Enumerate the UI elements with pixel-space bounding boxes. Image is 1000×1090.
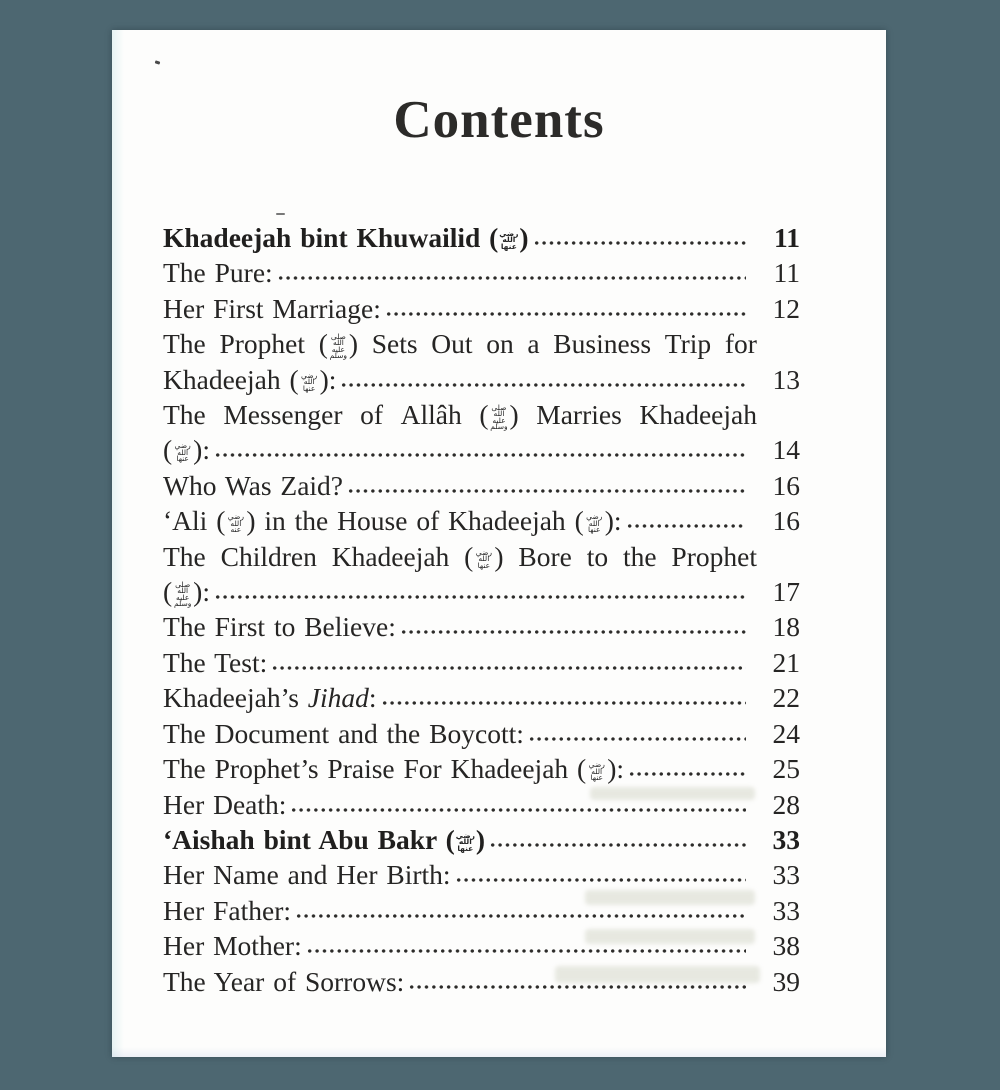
toc-token xyxy=(337,505,407,536)
toc-token xyxy=(215,611,265,642)
toc-entry-page-number: 38 xyxy=(772,930,800,962)
toc-token xyxy=(401,397,462,432)
toc-token xyxy=(274,611,295,642)
dot-leader xyxy=(271,663,746,672)
toc-entry xyxy=(163,751,800,786)
toc-token xyxy=(451,753,569,784)
toc-word: Her xyxy=(163,859,205,891)
sallallahu-alayhi-wa-sallam-honorific-icon: صلى الله عليه وسلم xyxy=(173,579,192,609)
toc-word: Her xyxy=(163,930,205,962)
toc-entry xyxy=(163,291,800,326)
toc-entry xyxy=(163,220,800,255)
toc-word: Was xyxy=(224,469,272,501)
toc-entry xyxy=(163,539,800,610)
toc-word: The xyxy=(163,611,206,643)
toc-word: Children xyxy=(220,540,317,572)
toc-word: Out xyxy=(431,328,473,360)
toc-word: ‘Aishah xyxy=(163,823,255,855)
dot-leader xyxy=(381,698,746,707)
toc-entry xyxy=(163,680,800,715)
toc-token: ( رضي الله عنها ): xyxy=(577,753,625,785)
toc-token xyxy=(264,505,285,536)
toc-entry-text xyxy=(163,255,273,290)
dot-leader xyxy=(214,450,746,459)
radiallahu-anha-honorific-icon: رضي الله عنها xyxy=(499,228,519,251)
toc-entry xyxy=(163,468,800,503)
toc-token xyxy=(553,326,651,361)
radiallahu-anha-honorific-icon: رضي الله عنها xyxy=(455,830,475,853)
toc-word: Her xyxy=(163,292,205,324)
dot-leader xyxy=(214,592,746,601)
toc-token xyxy=(163,718,206,749)
dot-leader xyxy=(347,486,746,495)
toc-entry-line-justified xyxy=(163,539,800,574)
dot-leader xyxy=(455,875,746,884)
toc-word: The xyxy=(163,540,206,572)
toc-word: Prophet xyxy=(219,328,306,360)
toc-token xyxy=(318,824,368,855)
toc-entry-page-number: 13 xyxy=(772,363,800,395)
toc-token xyxy=(264,824,311,855)
toc-entry xyxy=(163,397,800,468)
toc-token xyxy=(163,326,206,361)
toc-token xyxy=(431,326,472,361)
toc-token xyxy=(372,326,418,361)
toc-entry-line xyxy=(163,857,800,892)
toc-entry-line xyxy=(163,362,800,397)
toc-word: Khuwailid xyxy=(356,222,481,253)
toc-token xyxy=(214,966,265,997)
toc-token: ( رضي الله عنها ): xyxy=(289,363,337,395)
toc-word: First xyxy=(213,292,264,324)
toc-word: of xyxy=(273,965,297,997)
toc-token xyxy=(587,539,608,574)
toc-token: ( رضي الله عنها ): xyxy=(574,505,622,537)
page-title: Contents xyxy=(393,91,605,149)
toc-token xyxy=(213,293,263,324)
toc-word: Year xyxy=(213,965,265,997)
toc-entry xyxy=(163,964,800,999)
toc-word: Khadeejah xyxy=(639,399,757,431)
toc-entry-page-number: 12 xyxy=(772,292,800,324)
toc-word: Khadeejah xyxy=(163,222,292,253)
toc-word: Bakr xyxy=(377,823,437,855)
toc-word: Abu xyxy=(318,823,369,855)
toc-token xyxy=(536,397,622,432)
toc-entry-page-number: 16 xyxy=(772,505,800,537)
toc-token xyxy=(671,539,757,574)
toc-entry-line xyxy=(163,893,800,928)
toc-word: The xyxy=(163,965,206,997)
toc-word: Name xyxy=(213,859,279,891)
toc-entry-text xyxy=(163,432,210,467)
toc-entry-page-number: 11 xyxy=(773,257,800,289)
dot-leader xyxy=(340,380,746,389)
toc-word: on xyxy=(486,328,514,360)
toc-word: Her xyxy=(163,894,205,926)
radiallahu-anha-honorific-icon: رضي الله عنها xyxy=(586,512,603,535)
toc-word: House xyxy=(337,505,408,537)
toc-entry-line xyxy=(163,645,800,680)
toc-token xyxy=(305,966,404,997)
toc-entry-line xyxy=(163,220,800,255)
toc-token xyxy=(215,257,273,288)
toc-token: (رضي الله عنها) xyxy=(445,823,485,855)
toc-token xyxy=(327,753,394,784)
toc-token xyxy=(163,753,206,784)
toc-token xyxy=(360,397,383,432)
dot-leader xyxy=(277,273,746,282)
toc-entry-line xyxy=(163,609,800,644)
toc-token xyxy=(273,966,296,997)
toc-entry-text xyxy=(163,857,451,892)
toc-entry xyxy=(163,857,800,892)
toc-word-italic: Jihad xyxy=(307,682,369,714)
toc-token xyxy=(163,222,291,253)
toc-word: Pure: xyxy=(214,257,273,289)
toc-token xyxy=(336,859,377,890)
toc-token xyxy=(387,718,421,749)
toc-token xyxy=(623,539,657,574)
toc-entry xyxy=(163,645,800,680)
dot-leader xyxy=(306,946,746,955)
toc-word: Document xyxy=(214,717,330,749)
toc-entry-line xyxy=(163,255,800,290)
toc-entry-page-number: 33 xyxy=(772,859,800,891)
toc-token xyxy=(219,326,305,361)
toc-token: ( رضي الله عنه ) xyxy=(216,505,256,537)
toc-entry xyxy=(163,928,800,963)
toc-word: ‘Ali xyxy=(163,505,208,537)
toc-token: ( صلى الله عليه وسلم) xyxy=(479,399,519,432)
toc-entry-text xyxy=(163,362,336,397)
toc-word: the xyxy=(294,505,329,537)
toc-word: Khadeejah xyxy=(448,505,566,537)
toc-word: Business xyxy=(553,328,652,360)
toc-token xyxy=(163,966,206,997)
toc-token: ( صلى الله عليه وسلم): xyxy=(163,576,210,609)
toc-token xyxy=(527,326,539,361)
toc-word: Prophet xyxy=(671,540,757,572)
toc-entry-line xyxy=(163,964,800,999)
toc-word: Her xyxy=(163,788,205,820)
dot-leader xyxy=(408,982,746,991)
dot-leader xyxy=(533,238,746,247)
toc-entry-page-number: 28 xyxy=(772,788,800,820)
toc-entry xyxy=(163,893,800,928)
toc-word: and xyxy=(338,717,378,749)
toc-entry-text xyxy=(163,893,291,928)
toc-token xyxy=(163,470,216,501)
toc-word: Birth: xyxy=(386,859,451,891)
toc-entry-line xyxy=(163,468,800,503)
toc-token xyxy=(518,539,571,574)
toc-token xyxy=(288,859,328,890)
toc-entry-text xyxy=(163,645,267,680)
toc-token xyxy=(356,222,480,253)
toc-word: Believe: xyxy=(304,611,396,643)
toc-entry-page-number: 25 xyxy=(772,753,800,785)
toc-word: For xyxy=(403,753,442,785)
toc-word: in xyxy=(264,505,286,537)
dot-leader xyxy=(628,769,746,778)
toc-word: Who xyxy=(163,469,217,501)
toc-token xyxy=(163,895,204,926)
toc-token xyxy=(163,611,206,642)
toc-token xyxy=(215,753,319,784)
toc-word: Bore xyxy=(518,540,572,572)
toc-entry-page-number: 33 xyxy=(772,894,800,926)
toc-word: Khadeejah xyxy=(331,540,450,572)
toc-entry-line-justified xyxy=(163,397,800,432)
radiallahu-anha-honorific-icon: رضي الله عنها xyxy=(588,760,605,783)
toc-token xyxy=(225,470,272,501)
toc-entry-page-number: 21 xyxy=(772,646,800,678)
table-of-contents xyxy=(163,220,800,999)
toc-word: Praise xyxy=(327,753,395,785)
toc-entry-page-number: 33 xyxy=(772,823,800,855)
radiallahu-anha-honorific-icon: رضي الله عنها xyxy=(475,547,492,570)
toc-token xyxy=(725,326,757,361)
toc-word: Her xyxy=(336,859,378,891)
toc-word: of xyxy=(360,399,384,431)
toc-token xyxy=(163,647,206,678)
toc-word: Death: xyxy=(213,788,287,820)
toc-token xyxy=(300,222,347,253)
toc-word: for xyxy=(724,328,757,360)
toc-token: Jihad: xyxy=(307,682,377,714)
toc-entry xyxy=(163,787,800,822)
toc-word: Mother: xyxy=(213,930,302,962)
toc-token xyxy=(221,539,317,574)
toc-entry-text xyxy=(163,822,485,857)
toc-token: ( رضي الله عنها ) xyxy=(464,540,504,572)
toc-entry-line xyxy=(163,291,800,326)
toc-entry-page-number: 24 xyxy=(772,717,800,749)
dot-leader xyxy=(528,734,746,743)
dot-leader xyxy=(290,805,746,814)
toc-word: The xyxy=(163,399,206,431)
radiallahu-anhu-honorific-icon: رضي الله عنه xyxy=(227,512,244,535)
toc-word: The xyxy=(163,646,206,678)
toc-entry xyxy=(163,255,800,290)
toc-entry-text xyxy=(163,609,396,644)
toc-word: of xyxy=(416,505,440,537)
toc-word: bint xyxy=(300,222,348,253)
toc-token xyxy=(448,505,566,536)
book-page xyxy=(112,30,886,1057)
toc-word: Zaid? xyxy=(280,469,344,501)
toc-entry-page-number: 22 xyxy=(772,682,800,714)
toc-entry-text xyxy=(163,468,343,503)
toc-word: Khadeejah xyxy=(163,363,281,395)
toc-word: Prophet’s xyxy=(214,753,319,785)
toc-entry-text xyxy=(163,220,529,255)
toc-token xyxy=(215,718,330,749)
toc-entry-page-number: 39 xyxy=(772,965,800,997)
toc-token xyxy=(332,539,450,574)
toc-word: the xyxy=(622,540,657,572)
toc-entry-line xyxy=(163,787,800,822)
toc-token xyxy=(639,397,757,432)
toc-entry-line xyxy=(163,503,800,538)
toc-entry-line xyxy=(163,928,800,963)
toc-word: Father: xyxy=(213,894,292,926)
toc-entry-page-number: 16 xyxy=(772,469,800,501)
toc-entry-page-number: 18 xyxy=(772,611,800,643)
dot-leader xyxy=(295,911,746,920)
toc-token xyxy=(295,505,329,536)
dot-leader xyxy=(400,627,746,636)
toc-word: First xyxy=(214,611,266,643)
toc-entry-page-number: 14 xyxy=(772,434,800,466)
sallallahu-alayhi-wa-sallam-honorific-icon: صلى الله عليه وسلم xyxy=(490,402,508,432)
radiallahu-anha-honorific-icon: رضي الله عنها xyxy=(301,370,318,393)
toc-token xyxy=(304,611,396,642)
radiallahu-anha-honorific-icon: رضي الله عنها xyxy=(174,441,191,464)
scan-artifact xyxy=(155,60,161,64)
toc-entry-text xyxy=(163,751,624,786)
toc-token xyxy=(163,397,206,432)
sallallahu-alayhi-wa-sallam-honorific-icon: صلى الله عليه وسلم xyxy=(329,331,348,361)
toc-token: ( رضي الله عنها ): xyxy=(163,434,210,466)
toc-token xyxy=(163,293,204,324)
toc-entry xyxy=(163,716,800,751)
toc-token xyxy=(163,682,299,713)
toc-token xyxy=(163,789,204,820)
toc-token: ( صلى الله عليه وسلم) xyxy=(318,328,359,361)
toc-token xyxy=(272,293,380,324)
toc-entry-line xyxy=(163,680,800,715)
toc-token xyxy=(213,895,291,926)
toc-word: to xyxy=(273,611,296,643)
toc-entry-text xyxy=(163,928,302,963)
toc-token xyxy=(163,930,204,961)
toc-word: The xyxy=(163,328,206,360)
toc-word: Khadeejah’s xyxy=(163,682,299,714)
toc-token xyxy=(213,859,279,890)
toc-entry-text xyxy=(163,680,377,715)
toc-token xyxy=(338,718,378,749)
toc-entry-line xyxy=(163,751,800,786)
toc-token xyxy=(213,930,302,961)
toc-token xyxy=(280,470,343,501)
toc-entry-line xyxy=(163,574,800,609)
dot-leader xyxy=(626,521,746,530)
toc-word: Allâh xyxy=(400,399,462,431)
toc-entry-line xyxy=(163,822,800,857)
toc-token xyxy=(163,257,206,288)
toc-word: Marriage: xyxy=(272,292,381,324)
toc-token xyxy=(378,824,437,855)
toc-token xyxy=(213,789,286,820)
toc-word: Messenger xyxy=(223,399,343,431)
toc-word: Marries xyxy=(536,399,622,431)
toc-entry-line xyxy=(163,716,800,751)
toc-token xyxy=(665,326,711,361)
toc-entry xyxy=(163,503,800,538)
toc-entry-line xyxy=(163,432,800,467)
toc-entry-text xyxy=(163,574,210,609)
toc-token: (رضي الله عنها) xyxy=(489,222,529,253)
dot-leader xyxy=(489,840,746,849)
toc-entry-text xyxy=(163,716,524,751)
toc-word: Test: xyxy=(214,646,268,678)
toc-entry-page-number: 17 xyxy=(772,576,800,608)
toc-word: the xyxy=(386,717,421,749)
toc-entry xyxy=(163,822,800,857)
toc-word: and xyxy=(287,859,328,891)
toc-word: Sets xyxy=(371,328,418,360)
toc-token xyxy=(163,505,207,536)
toc-token xyxy=(416,505,439,536)
toc-word: bint xyxy=(263,823,311,855)
toc-token xyxy=(163,824,255,855)
toc-token xyxy=(163,859,204,890)
toc-entry xyxy=(163,609,800,644)
toc-entry-line-justified xyxy=(163,326,800,361)
toc-word: Khadeejah xyxy=(450,753,569,785)
toc-word: Boycott: xyxy=(429,717,524,749)
toc-entry xyxy=(163,326,800,397)
dot-leader xyxy=(385,309,746,318)
toc-word: The xyxy=(163,717,206,749)
toc-token xyxy=(486,326,514,361)
toc-token xyxy=(404,753,442,784)
toc-token xyxy=(429,718,524,749)
toc-token xyxy=(223,397,342,432)
toc-word: Sorrows: xyxy=(304,965,405,997)
toc-entry-page-number: 11 xyxy=(774,222,800,253)
toc-word: The xyxy=(163,753,206,785)
scan-artifact xyxy=(276,213,285,215)
toc-entry-text xyxy=(163,503,622,538)
toc-entry-text xyxy=(163,787,286,822)
toc-token xyxy=(163,539,206,574)
toc-token xyxy=(386,859,450,890)
toc-word: Trip xyxy=(664,328,712,360)
toc-entry-text xyxy=(163,964,404,999)
toc-word: to xyxy=(586,540,609,572)
toc-token xyxy=(214,647,267,678)
toc-word: a xyxy=(527,328,540,360)
toc-word: The xyxy=(163,257,206,289)
toc-entry-text xyxy=(163,291,381,326)
toc-token xyxy=(163,364,281,395)
